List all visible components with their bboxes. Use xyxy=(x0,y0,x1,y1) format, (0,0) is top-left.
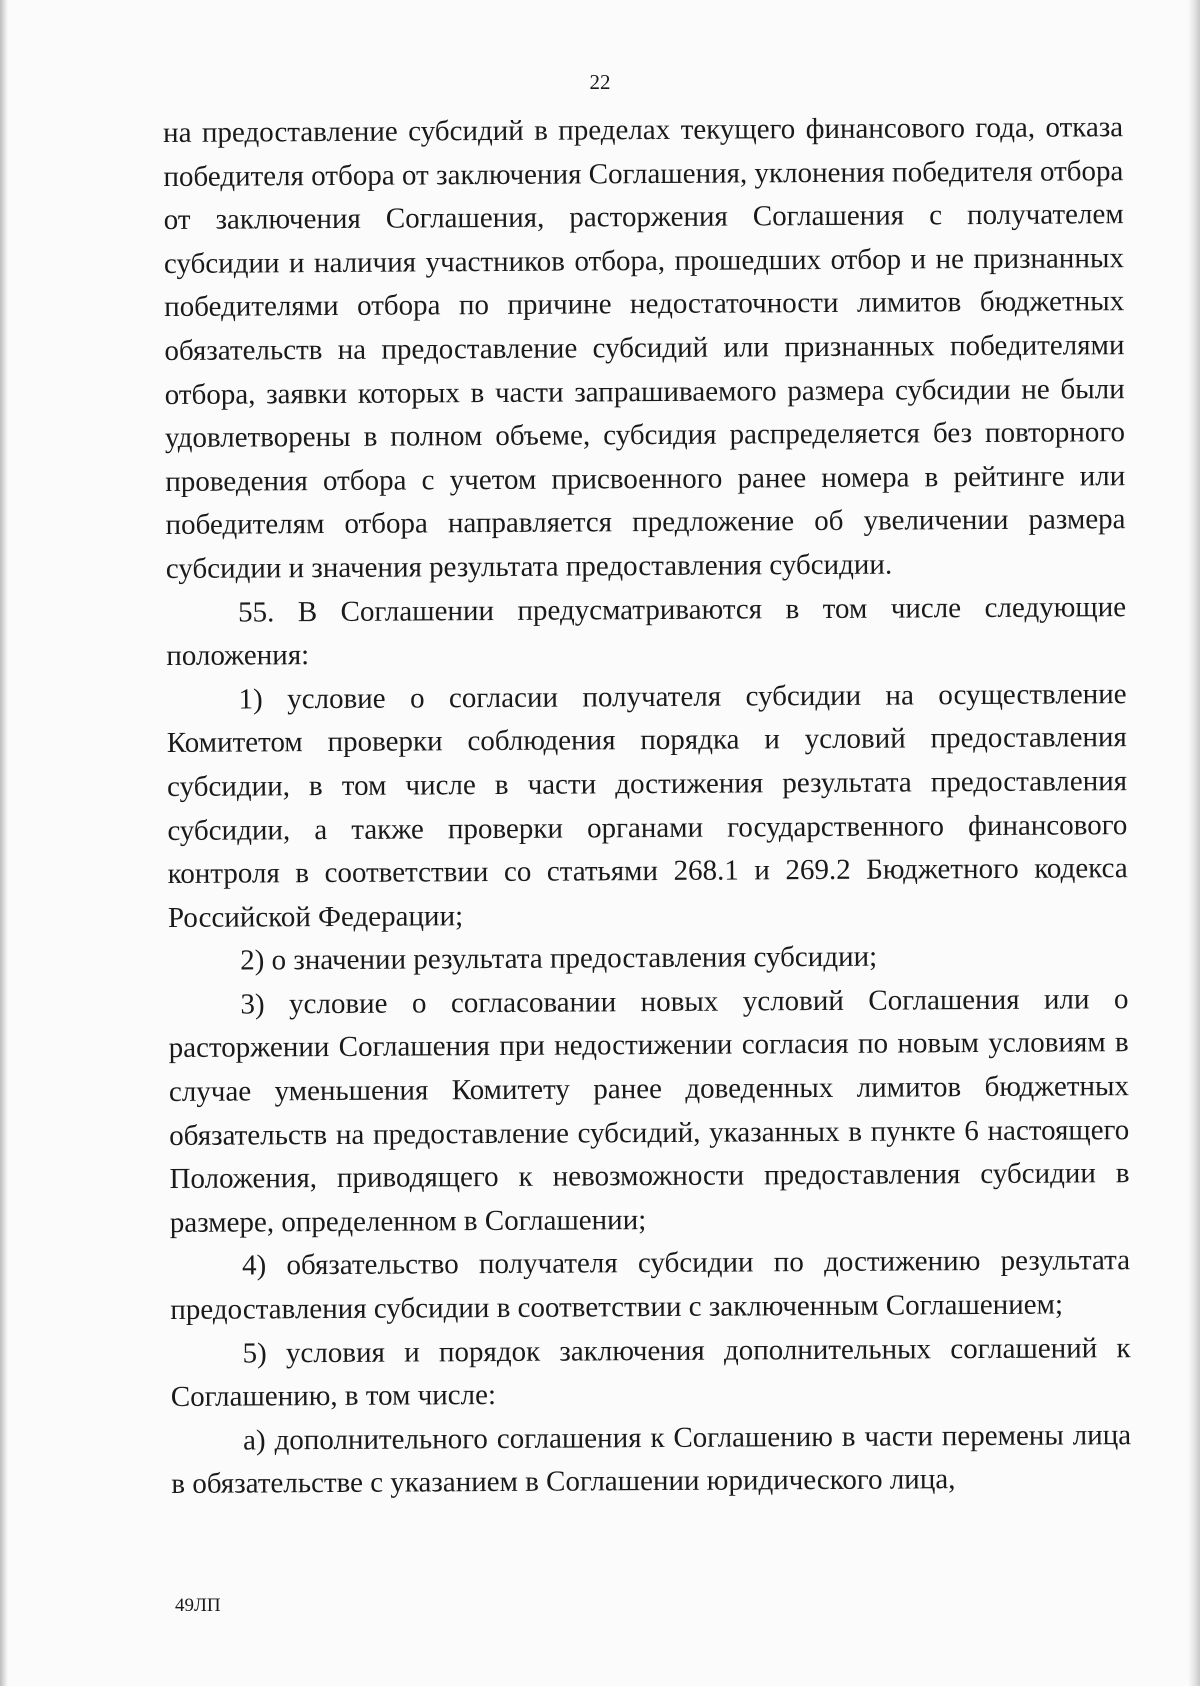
list-item-1: 1) условие о согласии получателя субсидии на осуществление Комитетом проверки соблюдения порядка и условий предоставления субсидии, в том числе в части достижения результата предоставления субсидии, а также проверки органами государственного финансового контроля в соответствии со статьями 268.1 и 269.2 Бюджетного кодекса Российской Федерации; xyxy=(166,677,1128,934)
list-item-2: 2) о значении результата предоставления субсидии; xyxy=(240,940,878,977)
scan-edge-right xyxy=(1188,0,1200,1686)
list-item-3: 3) условие о согласовании новых условий Соглашения или о расторжении Соглашения при недостижении согласия по новым условиям в случае уменьшения Комитету ранее доведенных лимитов бюджетных обязательств на предоставление субсидий, указанных в пункте 6 настоящего Положения, приводящего к невозможности предоставления субсидии в размере, определенном в Соглашении; xyxy=(168,982,1130,1239)
scan-edge-left xyxy=(0,0,8,1686)
sub-item-a: а) дополнительного соглашения к Соглашению в части перемены лица в обязательстве с указанием в Соглашении юридического лица, xyxy=(171,1418,1132,1501)
paragraph-continuation: на предоставление субсидий в пределах текущего финансового года, отказа победителя отбора от заключения Соглашения, уклонения победителя отбора от заключения Соглашения, расторжения Соглашения с получателем субсидии и наличия участников отбора, прошедших отбор и не признанных победителями отбора по причине недостаточности лимитов бюджетных обязательств на предоставление субсидий или признанных победителями отбора, заявки которых в части запрашиваемого размера субсидии не были удовлетворены в полном объеме, субсидия распределяется без повторного проведения отбора с учетом присвоенного ранее номера в рейтинге или победителям отбора направляется предложение об увеличении размера субсидии и значения результата предоставления субсидии. xyxy=(163,111,1126,585)
footer-document-code: 49ЛП xyxy=(175,1595,221,1616)
page-number: 22 xyxy=(589,70,611,94)
list-item-5: 5) условия и порядок заключения дополнительных соглашений к Соглашению, в том числе: xyxy=(170,1331,1131,1414)
list-item-4: 4) обязательство получателя субсидии по достижению результата предоставления субсидии в соответствии с заключенным Соглашением; xyxy=(170,1244,1131,1327)
paragraph-55: 55. В Соглашении предусматриваются в том числе следующие положения: xyxy=(166,590,1127,673)
document-body xyxy=(163,106,1132,1507)
